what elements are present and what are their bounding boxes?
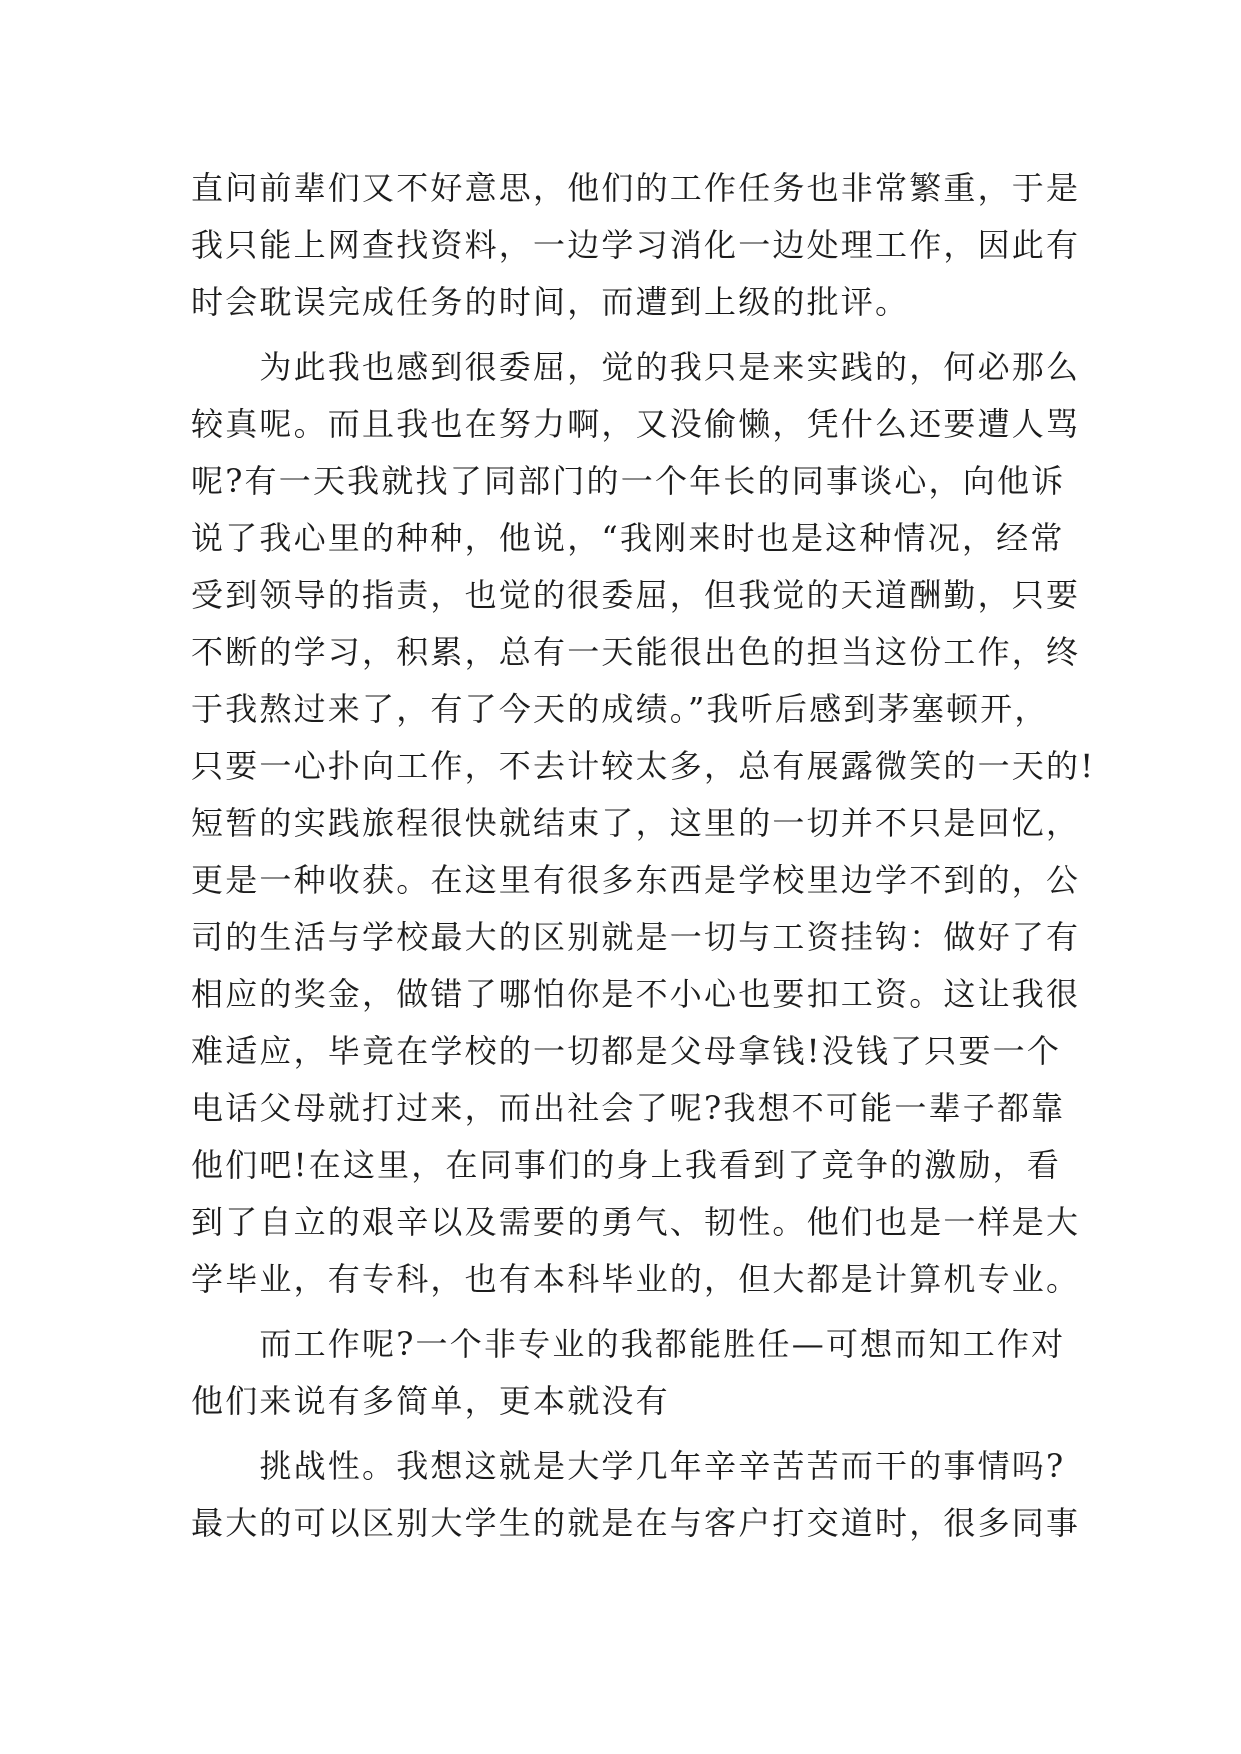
text-line: 挑战性。我想这就是大学几年辛辛苦苦而干的事情吗? <box>191 1447 1066 1485</box>
text-line: 短暂的实践旅程很快就结束了，这里的一切并不只是回忆， <box>191 804 1081 842</box>
text-line: 更是一种收获。在这里有很多东西是学校里边学不到的，公 <box>191 861 1081 899</box>
text-line: 只要一心扑向工作，不去计较太多，总有展露微笑的一天的! <box>191 747 1096 785</box>
text-line: 为此我也感到很委屈，觉的我只是来实践的，何必那么 <box>191 348 1081 386</box>
text-line: 他们吧!在这里，在同事们的身上我看到了竞争的激励，看 <box>191 1146 1062 1184</box>
text-line: 不断的学习，积累，总有一天能很出色的担当这份工作，终 <box>191 633 1081 671</box>
text-line: 而工作呢?一个非专业的我都能胜任—可想而知工作对 <box>191 1325 1066 1363</box>
text-line: 电话父母就打过来，而出社会了呢?我想不可能一辈子都靠 <box>191 1089 1066 1127</box>
text-line: 说了我心里的种种，他说，“我刚来时也是这种情况，经常 <box>191 519 1065 557</box>
text-line: 时会耽误完成任务的时间，而遭到上级的批评。 <box>191 283 910 321</box>
text-line: 直问前辈们又不好意思，他们的工作任务也非常繁重，于是 <box>191 169 1081 207</box>
text-line: 难适应，毕竟在学校的一切都是父母拿钱!没钱了只要一个 <box>191 1032 1062 1070</box>
text-line: 呢?有一天我就找了同部门的一个年长的同事谈心，向他诉 <box>191 462 1066 500</box>
document-body <box>191 160 1096 1552</box>
text-line: 于我熬过来了，有了今天的成绩。”我听后感到茅塞顿开， <box>191 690 1049 728</box>
text-line: 学毕业，有专科，也有本科毕业的，但大都是计算机专业。 <box>191 1260 1081 1298</box>
text-line: 司的生活与学校最大的区别就是一切与工资挂钩：做好了有 <box>191 918 1081 956</box>
text-line: 相应的奖金，做错了哪怕你是不小心也要扣工资。这让我很 <box>191 975 1081 1013</box>
text-line: 较真呢。而且我也在努力啊，又没偷懒，凭什么还要遭人骂 <box>191 405 1081 443</box>
text-line: 到了自立的艰辛以及需要的勇气、韧性。他们也是一样是大 <box>191 1203 1081 1241</box>
text-line: 我只能上网查找资料，一边学习消化一边处理工作，因此有 <box>191 226 1081 264</box>
text-line: 他们来说有多简单，更本就没有 <box>191 1382 670 1420</box>
text-line: 受到领导的指责，也觉的很委屈，但我觉的天道酬勤，只要 <box>191 576 1081 614</box>
text-line: 最大的可以区别大学生的就是在与客户打交道时，很多同事 <box>191 1504 1081 1542</box>
